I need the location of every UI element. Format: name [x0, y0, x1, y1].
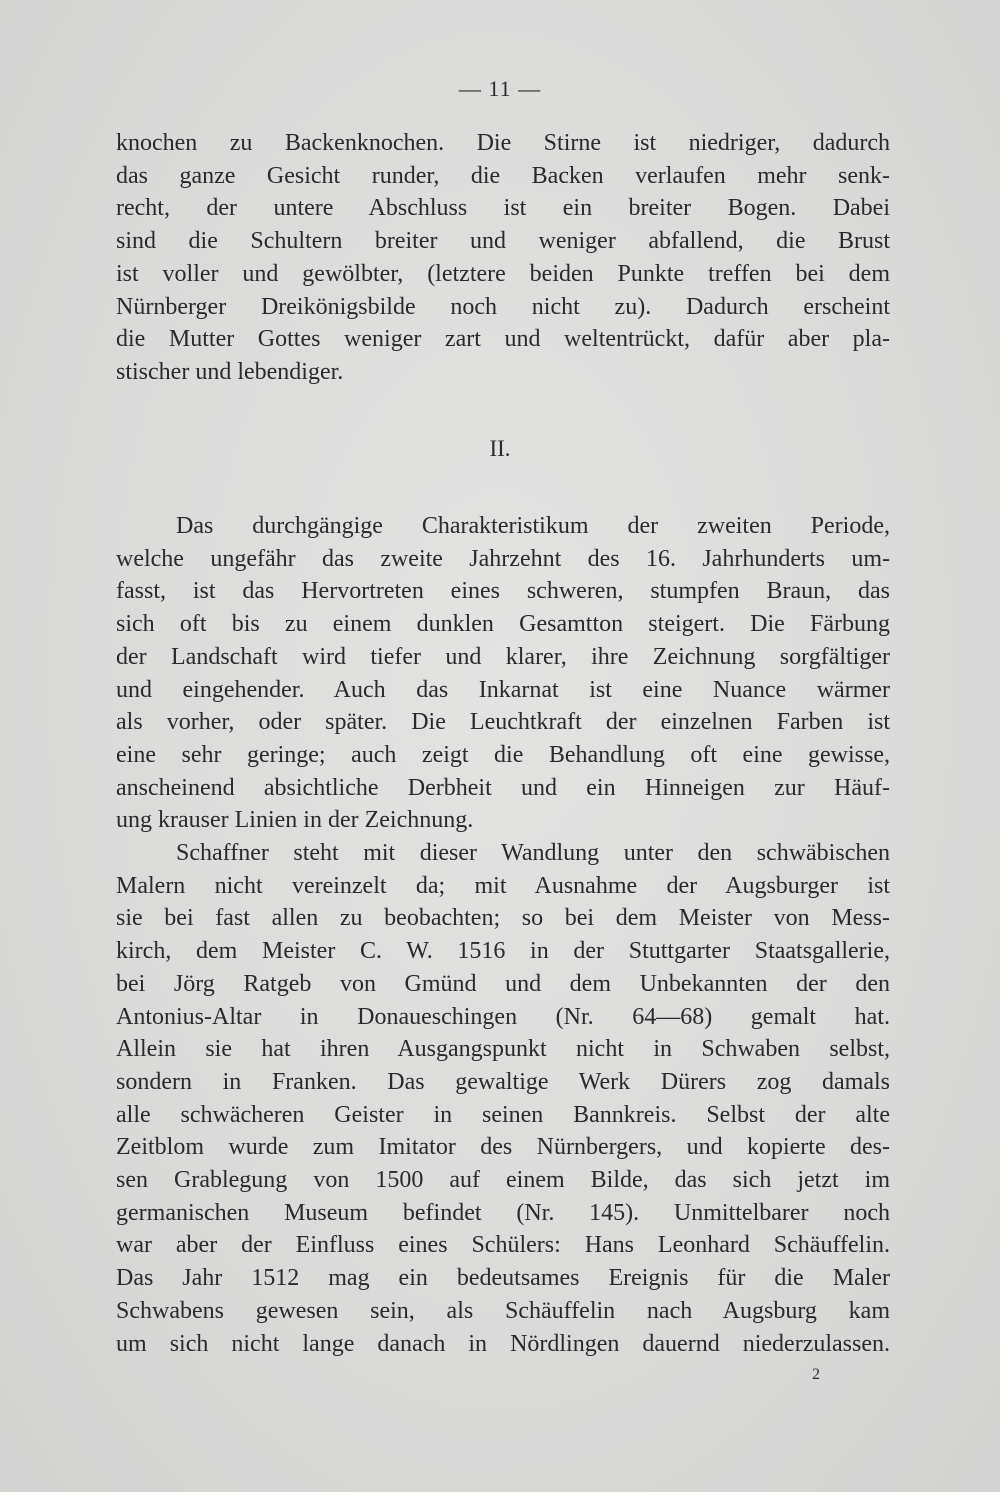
- text-line: ung krauser Linien in der Zeichnung.: [116, 807, 474, 834]
- text-line: Das Jahr 1512 mag ein bedeutsames Ereignis für die Maler: [116, 1265, 890, 1292]
- text-line: stischer und lebendiger.: [116, 358, 344, 385]
- text-line: germanischen Museum befindet (Nr. 145). Unmittelbarer noch: [116, 1199, 890, 1226]
- text-line: Das durchgängige Charakteristikum der zweiten Periode,: [176, 513, 890, 539]
- text-line: kirch, dem Meister C. W. 1516 in der Stuttgarter Staatsgallerie,: [116, 938, 890, 965]
- text-line: alle schwächeren Geister in seinen Bannkreis. Selbst der alte: [116, 1101, 890, 1128]
- text-line: sen Grablegung von 1500 auf einem Bilde, das sich jetzt im: [116, 1167, 890, 1194]
- text-line: Schwabens gewesen sein, als Schäuffelin nach Augsburg kam: [116, 1297, 890, 1324]
- section-heading: II.: [489, 436, 511, 461]
- text-line: Allein sie hat ihren Ausgangspunkt nicht in Schwaben selbst,: [116, 1036, 890, 1063]
- section-1-text: [116, 127, 890, 389]
- text-line: anscheinend absichtliche Derbheit und ein Hinneigen zur Häuf-: [116, 774, 890, 801]
- text-line: fasst, ist das Hervortreten eines schweren, stumpfen Braun, das: [116, 578, 890, 605]
- text-line: und eingehender. Auch das Inkarnat ist eine Nuance wärmer: [116, 676, 890, 703]
- text-line: die Mutter Gottes weniger zart und weltentrückt, dafür aber pla-: [116, 326, 890, 353]
- text-line: sich oft bis zu einem dunklen Gesamtton steigert. Die Färbung: [116, 611, 890, 638]
- text-line: das ganze Gesicht runder, die Backen verlaufen mehr senk-: [116, 162, 890, 189]
- text-line: Schaffner steht mit dieser Wandlung unter den schwäbischen: [176, 840, 890, 867]
- text-line: knochen zu Backenknochen. Die Stirne ist niedriger, dadurch: [116, 130, 890, 156]
- text-line: bei Jörg Ratgeb von Gmünd und dem Unbekannten der den: [116, 970, 890, 997]
- signature-mark: 2: [812, 1366, 820, 1383]
- text-line: war aber der Einfluss eines Schülers: Hans Leonhard Schäuffelin.: [116, 1232, 890, 1259]
- text-line: ist voller und gewölbter, (letztere beiden Punkte treffen bei dem: [116, 260, 890, 287]
- text-line: um sich nicht lange danach in Nördlingen dauernd niederzulassen.: [116, 1330, 890, 1357]
- text-line: Zeitblom wurde zum Imitator des Nürnbergers, und kopierte des-: [116, 1134, 890, 1161]
- section-2-text: [116, 510, 890, 1360]
- text-line: sondern in Franken. Das gewaltige Werk Dürers zog damals: [116, 1068, 890, 1095]
- text-line: sie bei fast allen zu beobachten; so bei dem Meister von Mess-: [116, 905, 890, 932]
- text-line: recht, der untere Abschluss ist ein breiter Bogen. Dabei: [116, 195, 890, 222]
- text-line: Antonius-Altar in Donaueschingen (Nr. 64—68) gemalt hat.: [116, 1003, 890, 1030]
- text-line: Nürnberger Dreikönigsbilde noch nicht zu). Dadurch erscheint: [116, 293, 890, 320]
- text-line: der Landschaft wird tiefer und klarer, ihre Zeichnung sorgfältiger: [116, 643, 890, 670]
- text-line: als vorher, oder später. Die Leuchtkraft der einzelnen Farben ist: [116, 709, 890, 736]
- page-number: — 11 —: [458, 76, 542, 101]
- text-line: eine sehr geringe; auch zeigt die Behandlung oft eine gewisse,: [116, 741, 890, 768]
- text-line: Malern nicht vereinzelt da; mit Ausnahme der Augsburger ist: [116, 872, 890, 899]
- text-line: welche ungefähr das zweite Jahrzehnt des 16. Jahrhunderts um-: [116, 545, 890, 572]
- text-line: sind die Schultern breiter und weniger abfallend, die Brust: [116, 228, 890, 255]
